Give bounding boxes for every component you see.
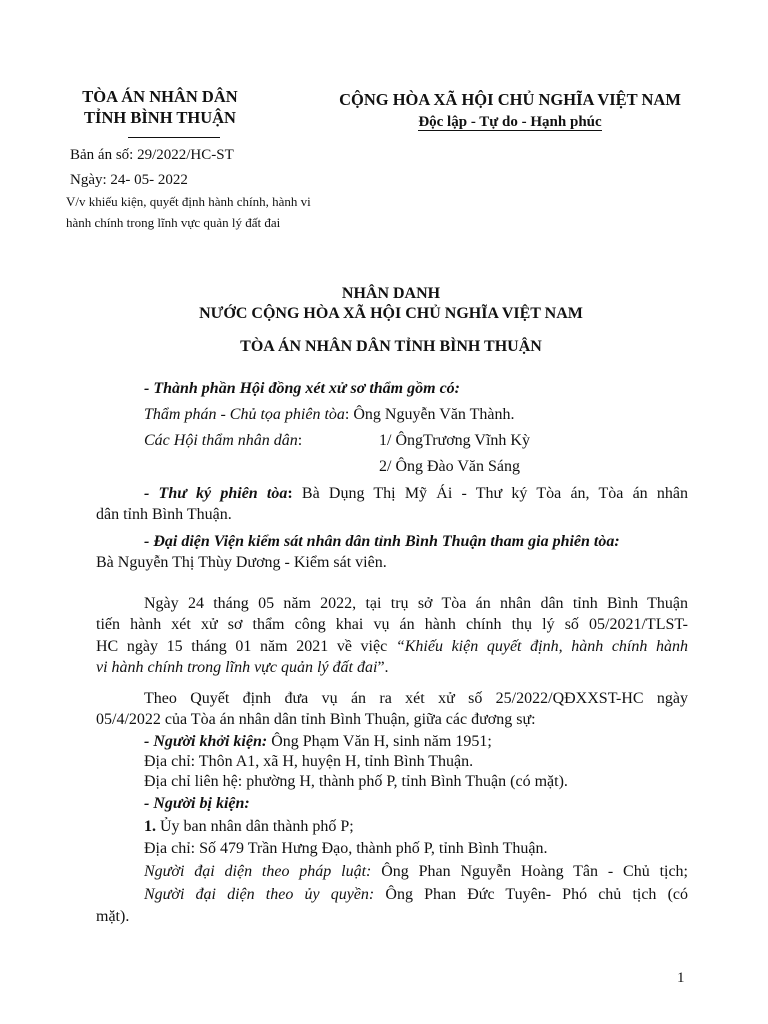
defendant-auth-rep-cont: mặt).	[96, 908, 130, 925]
plaintiff-line	[144, 731, 694, 752]
page-number: 1	[677, 970, 685, 986]
clerk-label: - Thư ký phiên tòa	[144, 485, 288, 502]
court-name-line2: TỈNH BÌNH THUẬN	[84, 108, 236, 127]
assessors-colon: :	[297, 432, 303, 449]
panel-heading	[144, 378, 694, 399]
judge-label: Thẩm phán - Chủ tọa phiên tòa	[144, 406, 345, 423]
defendant-item-number: 1.	[144, 818, 156, 835]
clerk-text: Bà Dụng Thị Mỹ Ái - Thư ký Tòa án, Tòa án nhân	[292, 485, 688, 502]
hearing-line1: Ngày 24 tháng 05 năm 2022, tại trụ sở Tòa án nhân dân tỉnh Bình Thuận	[144, 595, 688, 612]
case-number: Bản án số: 29/2022/HC-ST	[70, 147, 234, 163]
case-date: Ngày: 24- 05- 2022	[70, 172, 188, 188]
assessor-1: 1/ ÔngTrương Vĩnh Kỳ	[379, 432, 530, 449]
title-line1: NHÂN DANH	[341, 285, 441, 302]
decision-line2: 05/4/2022 của Tòa án nhân dân tỉnh Bình Thuận, giữa các đương sự:	[96, 711, 536, 728]
panel-heading-text: - Thành phần Hội đồng xét xử sơ thẩm gồm có:	[144, 380, 460, 397]
hearing-line2: tiến hành xét xử sơ thẩm công khai vụ án hành chính thụ lý số 05/2021/TLST-	[96, 616, 688, 633]
nation-title: CỘNG HÒA XÃ HỘI CHỦ NGHĨA VIỆT NAM	[339, 90, 681, 109]
clerk-line1	[144, 483, 688, 504]
decision-line1: Theo Quyết định đưa vụ án ra xét xử số 25/2022/QĐXXST-HC ngày	[144, 690, 688, 707]
auth-rep-label: Người đại diện theo ủy quyền:	[144, 886, 375, 903]
court-underline	[128, 137, 220, 138]
legal-rep-label: Người đại diện theo pháp luật:	[144, 863, 372, 880]
defendant-heading	[144, 793, 694, 814]
defendant-item-name: Ủy ban nhân dân thành phố P;	[156, 818, 354, 835]
defendant-item	[144, 816, 694, 837]
hearing-line3-text: HC ngày 15 tháng 01 năm 2021 về việc	[96, 638, 396, 655]
plaintiff-name: Ông Phạm Văn H, sinh năm 1951;	[267, 733, 492, 750]
hearing-line4-quote: vi hành chính trong lĩnh vực quản lý đất đai	[96, 659, 378, 676]
case-subject: V/v khiếu kiện, quyết định hành chính, hành vi hành chính trong lĩnh vực quản lý đất đai	[66, 194, 311, 230]
clerk-colon: :	[287, 485, 293, 502]
judge-name: : Ông Nguyễn Văn Thành.	[344, 406, 515, 423]
hearing-line3-quote: “Khiếu kiện quyết định, hành chính hành	[395, 638, 689, 655]
assessor-2: 2/ Ông Đào Văn Sáng	[379, 458, 521, 475]
defendant-label: - Người bị kiện:	[144, 795, 250, 812]
defendant-auth-rep	[144, 884, 688, 905]
plaintiff-address: Địa chỉ: Thôn A1, xã H, huyện H, tỉnh Bình Thuận.	[144, 753, 474, 770]
panel-assessors	[144, 430, 694, 451]
hearing-line3	[96, 636, 688, 657]
clerk-line2: dân tỉnh Bình Thuận.	[96, 506, 232, 523]
motto-text: Độc lập - Tự do - Hạnh phúc	[418, 114, 602, 130]
defendant-legal-rep	[144, 861, 688, 882]
procuracy-label-line	[144, 531, 694, 552]
procuracy-text: Bà Nguyễn Thị Thùy Dương - Kiểm sát viên.	[96, 554, 387, 571]
hearing-line4	[96, 657, 688, 678]
title-line2: NƯỚC CỘNG HÒA XÃ HỘI CHỦ NGHĨA VIỆT NAM	[199, 305, 583, 322]
court-name	[60, 86, 260, 128]
hearing-line4-end: ”.	[377, 659, 389, 676]
plaintiff-contact: Địa chỉ liên hệ: phường H, thành phố P, tỉnh Bình Thuận (có mặt).	[144, 773, 568, 790]
defendant-address: Địa chỉ: Số 479 Trần Hưng Đạo, thành phố P, tỉnh Bình Thuận.	[144, 840, 548, 857]
motto	[300, 112, 720, 132]
court-name-line1: TÒA ÁN NHÂN DÂN	[82, 87, 238, 106]
panel-judge	[144, 404, 694, 425]
assessors-label: Các Hội thẩm nhân dân	[144, 432, 298, 449]
plaintiff-label: - Người khởi kiện:	[144, 733, 268, 750]
auth-rep-name: Ông Phan Đức Tuyên- Phó chủ tịch (có	[374, 886, 689, 903]
procuracy-label: - Đại diện Viện kiểm sát nhân dân tỉnh Bình Thuận tham gia phiên tòa:	[144, 533, 620, 550]
title-line3: TÒA ÁN NHÂN DÂN TỈNH BÌNH THUẬN	[240, 338, 542, 355]
legal-rep-name: Ông Phan Nguyễn Hoàng Tân - Chủ tịch;	[371, 863, 688, 880]
